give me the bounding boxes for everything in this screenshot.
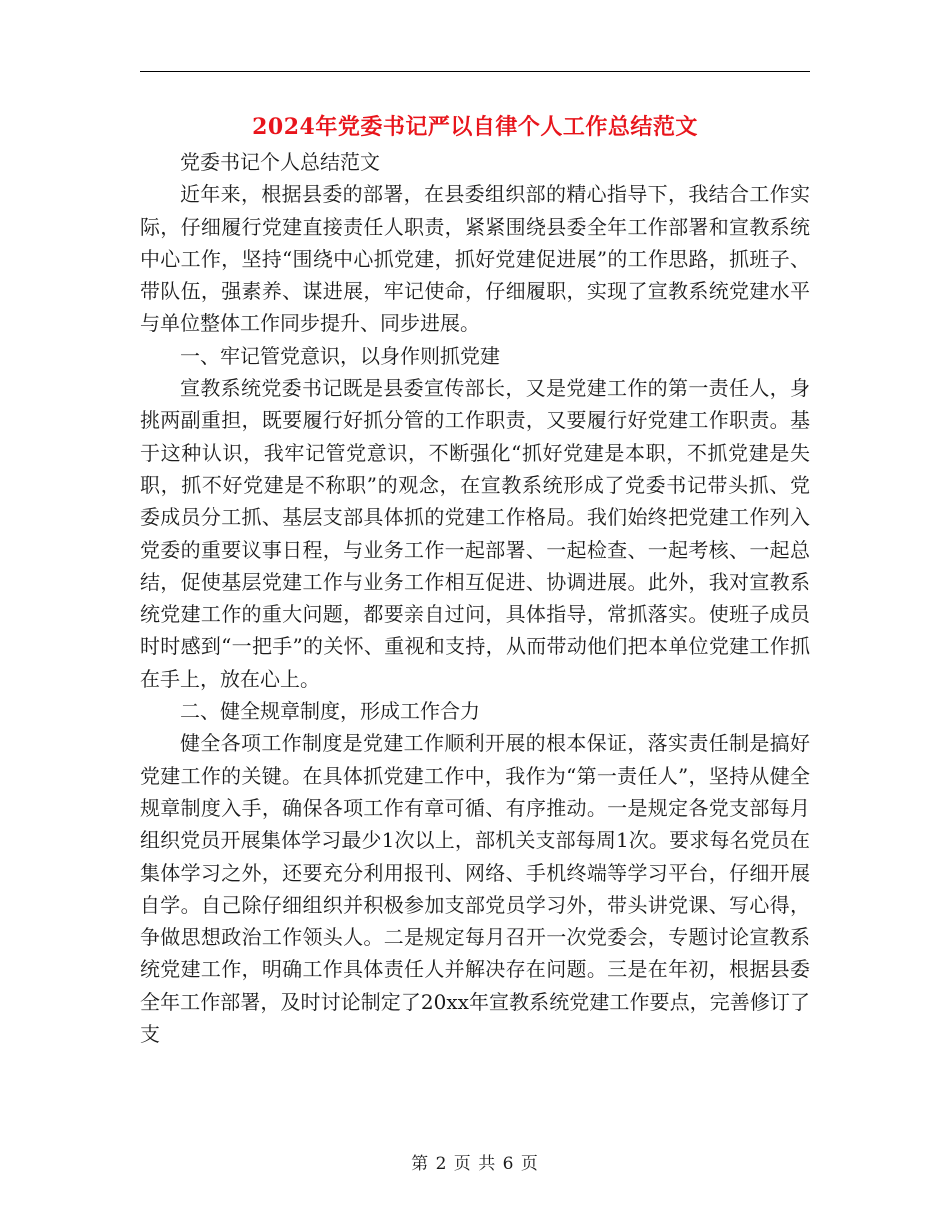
page-number-footer: 第 2 页 共 6 页 — [411, 1154, 539, 1174]
section-heading-1: 一、牢记管党意识，以身作则抓党建 — [180, 343, 500, 368]
document-body — [140, 146, 810, 1050]
header-rule — [140, 71, 810, 72]
paragraph-section-1: 宣教系统党委书记既是县委宣传部长，又是党建工作的第一责任人，身挑两副重担，既要履行好抓分管的工作职责，又要履行好党建工作职责。基于这种认识，我牢记管党意识，不断强化“抓好党建是本职，不抓党建是失职，抓不好党建是不称职”的观念，在宣教系统形成了党委书记带头抓、党委成员分工抓、基层支部具体抓的党建工作格局。我们始终把党建工作列入党委的重要议事日程，与业务工作一起部署、一起检查、一起考核、一起总结，促使基层党建工作与业务工作相互促进、协调进展。此外，我对宣教系统党建工作的重大问题，都要亲自过问，具体指导，常抓落实。使班子成员时时感到“一把手”的关怀、重视和支持，从而带动他们把本单位党建工作抓在手上，放在心上。 — [140, 376, 810, 691]
paragraph-intro: 近年来，根据县委的部署，在县委组织部的精心指导下，我结合工作实际，仔细履行党建直接责任人职责，紧紧围绕县委全年工作部署和宣教系统中心工作，坚持“围绕中心抓党建，抓好党建促进展”的工作思路，抓班子、带队伍，强素养、谋进展，牢记使命，仔细履职，实现了宣教系统党建水平与单位整体工作同步提升、同步进展。 — [140, 182, 810, 336]
document-title: 2024年党委书记严以自律个人工作总结范文 — [252, 114, 698, 140]
paragraph-subtitle: 党委书记个人总结范文 — [180, 150, 380, 174]
section-heading-2: 二、健全规章制度，形成工作合力 — [180, 699, 480, 724]
paragraph-section-2: 健全各项工作制度是党建工作顺利开展的根本保证，落实责任制是搞好党建工作的关键。在具体抓党建工作中，我作为“第一责任人”，坚持从健全规章制度入手，确保各项工作有章可循、有序推动。一是规定各党支部每月组织党员开展集体学习最少1次以上，部机关支部每周1次。要求每名党员在集体学习之外，还要充分利用报刊、网络、手机终端等学习平台，仔细开展自学。自己除仔细组织并积极参加支部党员学习外，带头讲党课、写心得，争做思想政治工作领头人。二是规定每月召开一次党委会，专题讨论宣教系统党建工作，明确工作具体责任人并解决存在问题。三是在年初，根据县委全年工作部署，及时讨论制定了20xx年宣教系统党建工作要点，完善修订了支 — [140, 731, 810, 1047]
